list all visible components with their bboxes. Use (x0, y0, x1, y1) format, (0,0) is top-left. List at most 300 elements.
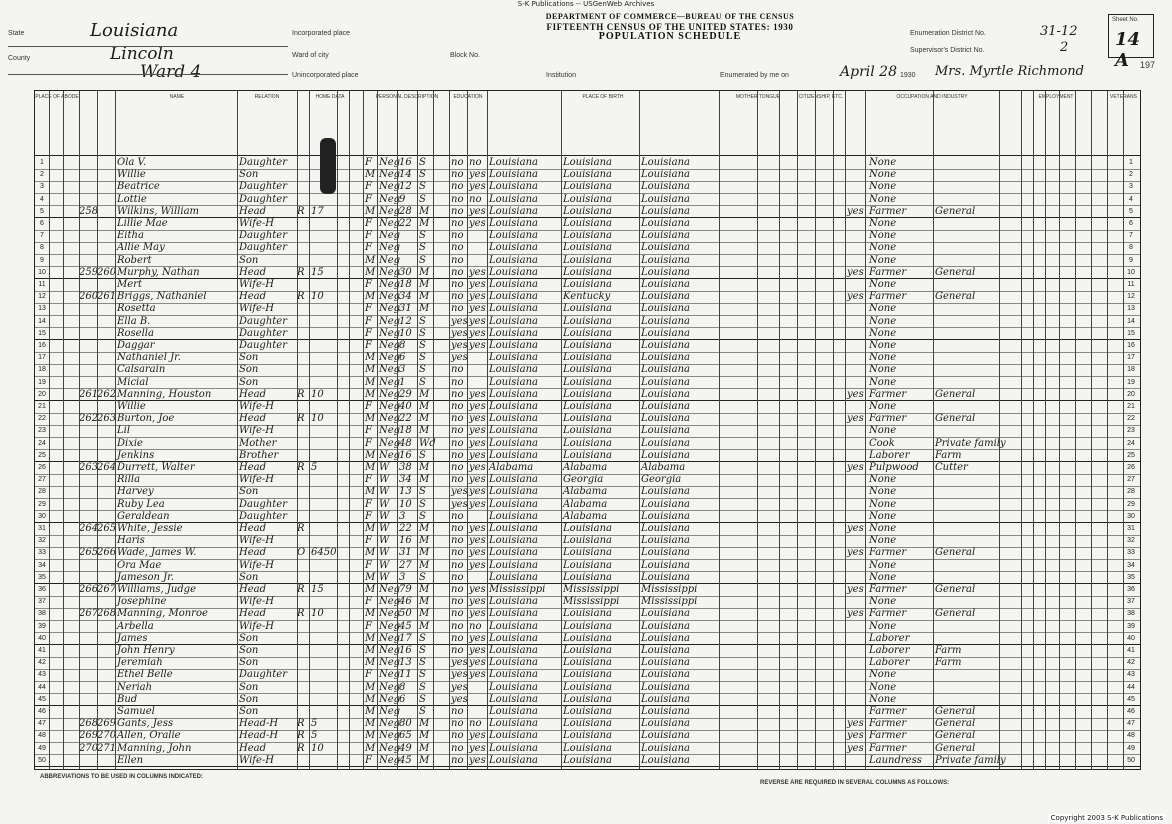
census-row (35, 718, 1140, 730)
cell-ms: S (419, 376, 426, 388)
cell-pob: Louisiana (489, 352, 538, 364)
cell-age: 8 (399, 681, 406, 693)
line-number-right: 15 (1127, 329, 1135, 337)
cell-age: 12 (399, 315, 412, 327)
cell-mpob: Louisiana (641, 754, 690, 766)
cell-age: 65 (399, 730, 412, 742)
cell-sex: M (365, 364, 376, 376)
cell-fam: 265 (97, 523, 117, 534)
cell-n: 2 (40, 171, 44, 179)
cell-pob: Louisiana (489, 547, 538, 559)
cell-pob: Louisiana (489, 754, 538, 766)
cell-pob: Louisiana (489, 645, 538, 656)
cell-sch: no (451, 559, 464, 571)
cell-fam: 266 (97, 547, 117, 559)
cell-pob: Louisiana (489, 303, 538, 315)
line-number-right: 18 (1127, 366, 1135, 374)
cell-occ: Farmer (869, 266, 907, 278)
cell-occ: Farmer (869, 706, 907, 717)
cell-rel: Head-H (239, 730, 279, 742)
cell-name: Lil (117, 425, 131, 437)
enum-district-label: Enumeration District No. (910, 30, 986, 37)
cell-fpob: Louisiana (563, 437, 612, 449)
cell-sch: no (451, 376, 464, 388)
cell-read: yes (469, 218, 486, 229)
line-number-right: 50 (1127, 756, 1135, 764)
cell-fpob: Louisiana (563, 157, 612, 168)
cell-race: Neg (379, 340, 401, 351)
cell-ms: M (419, 535, 430, 547)
cell-sex: M (365, 523, 376, 534)
cell-fpob: Louisiana (563, 401, 612, 412)
cell-ms: S (419, 681, 426, 693)
cell-fam: 270 (97, 730, 117, 742)
cell-fpob: Louisiana (563, 657, 612, 669)
cell-read: yes (469, 584, 486, 595)
cell-age: 49 (399, 742, 412, 754)
cell-dw: 267 (79, 608, 99, 620)
column-rule (349, 91, 350, 769)
cell-n: 33 (38, 549, 46, 557)
column-rule (115, 91, 116, 769)
cell-sch: no (451, 535, 464, 547)
cell-n: 21 (38, 403, 46, 410)
cell-name: Nathaniel Jr. (117, 352, 181, 364)
incorporated-label: Incorporated place (292, 30, 350, 37)
cell-sex: M (365, 376, 376, 388)
dept-line: DEPARTMENT OF COMMERCE—BUREAU OF THE CENSUS (545, 12, 795, 21)
cell-ms: S (419, 645, 426, 656)
column-rule (363, 91, 364, 769)
cell-ms: M (419, 218, 430, 229)
cell-race: Neg (379, 315, 401, 327)
cell-fpob: Louisiana (563, 303, 612, 315)
cell-rel: Wife-H (239, 474, 275, 486)
cell-occ: None (869, 510, 897, 522)
census-row (35, 486, 1140, 498)
cell-pob: Louisiana (489, 230, 538, 242)
cell-ms: M (419, 266, 430, 278)
cell-n: 9 (40, 256, 44, 264)
cell-name: Murphy, Nathan (117, 266, 200, 278)
line-number-right: 33 (1127, 549, 1135, 557)
cell-n: 40 (38, 634, 46, 642)
cell-pob: Louisiana (489, 401, 538, 412)
cell-ms: M (419, 596, 430, 608)
cell-emp: yes (847, 388, 864, 400)
cell-race: Neg (379, 608, 401, 620)
cell-fpob: Louisiana (563, 193, 612, 205)
cell-n: 29 (38, 500, 46, 508)
cell-ms: M (419, 291, 430, 303)
cell-fam: 262 (97, 388, 117, 400)
cell-fpob: Alabama (563, 498, 608, 510)
column-group-heading: NAME (169, 94, 185, 100)
cell-race: Neg (379, 437, 401, 449)
cell-emp: yes (847, 547, 864, 559)
cell-sch: no (451, 230, 464, 242)
cell-name: Rilla (117, 474, 141, 486)
cell-ind: Private family (935, 754, 1006, 766)
cell-pob: Louisiana (489, 632, 538, 644)
cell-sex: F (365, 596, 372, 608)
column-rule (1033, 91, 1034, 769)
cell-mpob: Louisiana (641, 681, 690, 693)
supervisor-label: Supervisor's District No. (910, 47, 985, 54)
census-row (35, 743, 1140, 755)
cell-sex: M (365, 547, 376, 559)
cell-fpob: Louisiana (563, 608, 612, 620)
cell-race: Neg (379, 157, 401, 168)
cell-sex: M (365, 205, 376, 217)
cell-read: yes (469, 754, 486, 766)
cell-n: 23 (38, 427, 46, 435)
cell-ms: M (419, 754, 430, 766)
line-number-right: 26 (1127, 464, 1135, 471)
cell-sch: no (451, 169, 464, 181)
cell-name: Williams, Judge (117, 584, 196, 595)
cell-n: 5 (40, 207, 44, 215)
line-number-right: 46 (1127, 708, 1135, 715)
cell-pob: Louisiana (489, 559, 538, 571)
column-rule (49, 91, 50, 769)
cell-n: 43 (38, 671, 46, 679)
cell-pob: Louisiana (489, 608, 538, 620)
grid-rows (35, 157, 1140, 769)
column-rule (845, 91, 846, 769)
cell-ms: M (419, 462, 430, 473)
cell-race: Neg (379, 230, 401, 242)
cell-sex: M (365, 730, 376, 742)
cell-rel: Head-H (239, 718, 279, 730)
census-row (35, 279, 1140, 291)
cell-sch: no (451, 584, 464, 595)
enumerator-name: Mrs. Myrtle Richmond (935, 64, 1084, 79)
cell-ms: S (419, 169, 426, 181)
column-rule (79, 91, 80, 769)
line-number-right: 17 (1127, 354, 1135, 362)
cell-mpob: Louisiana (641, 352, 690, 364)
enum-district-value: 31-12 (1040, 24, 1078, 39)
cell-sch: no (451, 510, 464, 522)
cell-sex: F (365, 425, 372, 437)
schedule-line: POPULATION SCHEDULE (598, 31, 742, 42)
cell-sex: M (365, 462, 376, 473)
column-rule (417, 91, 418, 769)
line-number-right: 47 (1127, 720, 1135, 728)
ward-label: Ward of city (292, 52, 329, 59)
cell-name: Calsarain (117, 364, 166, 376)
cell-rel: Son (239, 681, 259, 693)
county-value: Lincoln (110, 44, 174, 64)
cell-rel: Wife-H (239, 425, 275, 437)
column-rule (933, 91, 934, 769)
cell-n: 31 (38, 525, 46, 532)
cell-sch: yes (451, 681, 468, 693)
cell-age: 31 (399, 547, 412, 559)
cell-race: Neg (379, 388, 401, 400)
cell-name: Briggs, Nathaniel (117, 291, 207, 303)
cell-sch: no (451, 388, 464, 400)
column-rule (779, 91, 780, 769)
rule (8, 46, 288, 47)
cell-rel: Son (239, 632, 259, 644)
cell-dw: 260 (79, 291, 99, 303)
cell-fpob: Mississippi (563, 584, 620, 595)
cell-rel: Wife-H (239, 596, 275, 608)
cell-occ: None (869, 157, 897, 168)
cell-fpob: Louisiana (563, 718, 612, 730)
cell-occ: None (869, 340, 897, 351)
cell-own: R (297, 205, 305, 217)
cell-pob: Louisiana (489, 388, 538, 400)
cell-age: 18 (399, 425, 412, 437)
cell-dw: 261 (79, 388, 99, 400)
cell-race: Neg (379, 645, 401, 656)
cell-occ: None (869, 315, 897, 327)
cell-age: 22 (399, 218, 412, 229)
cell-pob: Louisiana (489, 291, 538, 303)
cell-name: James (117, 632, 148, 644)
cell-pob: Louisiana (489, 571, 538, 583)
census-row (35, 535, 1140, 547)
cell-age: 31 (399, 303, 412, 315)
cell-race: Neg (379, 376, 401, 388)
cell-sex: F (365, 303, 372, 315)
cell-fpob: Louisiana (563, 693, 612, 705)
cell-mpob: Mississippi (641, 584, 698, 595)
cell-race: Neg (379, 596, 401, 608)
state-label: State (8, 30, 25, 37)
cell-sch: no (451, 425, 464, 437)
cell-val: 10 (311, 608, 324, 620)
cell-ind: General (935, 742, 976, 754)
cell-ms: M (419, 559, 430, 571)
cell-pob: Louisiana (489, 596, 538, 608)
column-rule (487, 91, 488, 769)
cell-ms: M (419, 205, 430, 217)
cell-sch: no (451, 364, 464, 376)
cell-rel: Mother (239, 437, 277, 449)
cell-name: Ruby Lea (117, 498, 165, 510)
cell-pob: Louisiana (489, 523, 538, 534)
line-number-right: 41 (1127, 647, 1135, 654)
cell-race: Neg (379, 681, 401, 693)
cell-read: yes (469, 730, 486, 742)
census-row (35, 621, 1140, 633)
cell-age: 3 (399, 510, 406, 522)
cell-race: W (379, 535, 390, 547)
cell-read: yes (469, 291, 486, 303)
cell-name: Rosetta (117, 303, 156, 315)
cell-emp: yes (847, 730, 864, 742)
cell-fpob: Louisiana (563, 340, 612, 351)
cell-read: no (469, 157, 482, 168)
cell-occ: None (869, 352, 897, 364)
cell-occ: Laborer (869, 632, 910, 644)
cell-race: Neg (379, 449, 401, 461)
cell-ind: General (935, 388, 976, 400)
cell-mpob: Louisiana (641, 315, 690, 327)
cell-rel: Head (239, 523, 267, 534)
cell-sex: M (365, 645, 376, 656)
census-row (35, 755, 1140, 767)
column-rule (467, 91, 468, 769)
cell-sex: F (365, 474, 372, 486)
cell-occ: None (869, 279, 897, 290)
cell-occ: None (869, 376, 897, 388)
cell-age: 50 (399, 608, 412, 620)
cell-mpob: Louisiana (641, 303, 690, 315)
line-number-right: 4 (1129, 195, 1133, 203)
cell-race: W (379, 523, 390, 534)
cell-dw: 268 (79, 718, 99, 730)
cell-name: Manning, Monroe (117, 608, 208, 620)
form-title (540, 12, 800, 42)
cell-read: yes (469, 596, 486, 608)
census-row (35, 633, 1140, 645)
cell-n: 26 (38, 464, 46, 471)
cell-ms: M (419, 608, 430, 620)
cell-occ: None (869, 364, 897, 376)
cell-sex: M (365, 266, 376, 278)
cell-race: Neg (379, 303, 401, 315)
line-number-right: 45 (1127, 695, 1135, 703)
cell-age: 34 (399, 474, 412, 486)
column-rule (397, 91, 398, 769)
cell-rel: Brother (239, 449, 279, 461)
cell-read: yes (469, 474, 486, 486)
cell-read: yes (469, 523, 486, 534)
cell-n: 44 (38, 683, 46, 691)
cell-own: O (297, 547, 306, 559)
cell-pob: Louisiana (489, 730, 538, 742)
cell-race: Neg (379, 730, 401, 742)
cell-race: W (379, 486, 390, 498)
cell-mpob: Louisiana (641, 657, 690, 669)
cell-occ: None (869, 218, 897, 229)
cell-dw: 259 (79, 266, 99, 278)
census-row (35, 547, 1140, 559)
cell-rel: Head (239, 205, 267, 217)
cell-name: Daggar (117, 340, 155, 351)
cell-race: Neg (379, 218, 401, 229)
cell-mpob: Louisiana (641, 571, 690, 583)
cell-sex: M (365, 681, 376, 693)
cell-age: 79 (399, 584, 412, 595)
cell-mpob: Louisiana (641, 645, 690, 656)
institution-label: Institution (546, 72, 576, 79)
enumerated-label: Enumerated by me on (720, 72, 789, 79)
census-row (35, 450, 1140, 462)
cell-n: 3 (40, 183, 44, 191)
column-group-heading: EMPLOYMENT (1038, 94, 1074, 100)
cell-read: yes (469, 608, 486, 620)
cell-sch: no (451, 462, 464, 473)
cell-pob: Mississippi (489, 584, 546, 595)
cell-rel: Daughter (239, 327, 287, 339)
cell-own: R (297, 388, 305, 400)
line-number-right: 29 (1127, 500, 1135, 508)
cell-race: Neg (379, 181, 401, 193)
cell-read: no (469, 620, 482, 632)
column-group-heading: OCCUPATION AND INDUSTRY (896, 94, 968, 100)
cell-sch: no (451, 547, 464, 559)
cell-read: yes (469, 498, 486, 510)
cell-age: 45 (399, 620, 412, 632)
cell-ms: M (419, 388, 430, 400)
cell-sch: yes (451, 327, 468, 339)
cell-race: W (379, 571, 390, 583)
cell-rel: Wife-H (239, 754, 275, 766)
cell-mpob: Louisiana (641, 181, 690, 193)
cell-read: yes (469, 547, 486, 559)
cell-own: R (297, 584, 305, 595)
cell-age: 40 (399, 401, 412, 412)
column-rule (639, 91, 640, 769)
cell-fpob: Alabama (563, 510, 608, 522)
cell-rel: Head (239, 291, 267, 303)
cell-race: W (379, 474, 390, 486)
cell-sex: F (365, 315, 372, 327)
cell-sex: F (365, 401, 372, 412)
cell-sex: M (365, 742, 376, 754)
line-number-right: 10 (1127, 268, 1135, 276)
census-row (35, 462, 1140, 474)
cell-sch: no (451, 291, 464, 303)
cell-fpob: Alabama (563, 486, 608, 498)
sheet-label: Sheet No. (1112, 17, 1139, 23)
cell-val: 15 (311, 584, 324, 595)
cell-occ: Farmer (869, 388, 907, 400)
cell-n: 6 (40, 220, 44, 227)
cell-occ: None (869, 535, 897, 547)
cell-n: 35 (38, 573, 46, 581)
line-number-right: 22 (1127, 415, 1135, 423)
cell-mpob: Louisiana (641, 193, 690, 205)
cell-occ: None (869, 669, 897, 681)
cell-name: Jeremiah (117, 657, 163, 669)
cell-occ: Farmer (869, 742, 907, 754)
cell-fam: 263 (97, 413, 117, 425)
cell-rel: Head (239, 608, 267, 620)
cell-read: yes (469, 181, 486, 193)
cell-ms: M (419, 425, 430, 437)
line-number-right: 27 (1127, 476, 1135, 484)
cell-sex: M (365, 571, 376, 583)
copyright: Copyright 2003 S-K Publications (1048, 814, 1166, 822)
cell-age: 17 (399, 632, 412, 644)
cell-sch: no (451, 608, 464, 620)
column-rule (433, 91, 434, 769)
cell-name: Ora Mae (117, 559, 162, 571)
census-row (35, 303, 1140, 315)
cell-sex: M (365, 291, 376, 303)
cell-name: Ola V. (117, 157, 147, 168)
census-row (35, 425, 1140, 437)
cell-pob: Louisiana (489, 498, 538, 510)
cell-ms: M (419, 547, 430, 559)
cell-sex: F (365, 620, 372, 632)
cell-rel: Son (239, 693, 259, 705)
cell-read: yes (469, 669, 486, 681)
cell-emp: yes (847, 291, 864, 303)
cell-n: 38 (38, 610, 46, 618)
cell-name: Arbella (117, 620, 154, 632)
cell-sex: M (365, 254, 376, 266)
cell-emp: yes (847, 266, 864, 278)
cell-age: 3 (399, 364, 406, 376)
